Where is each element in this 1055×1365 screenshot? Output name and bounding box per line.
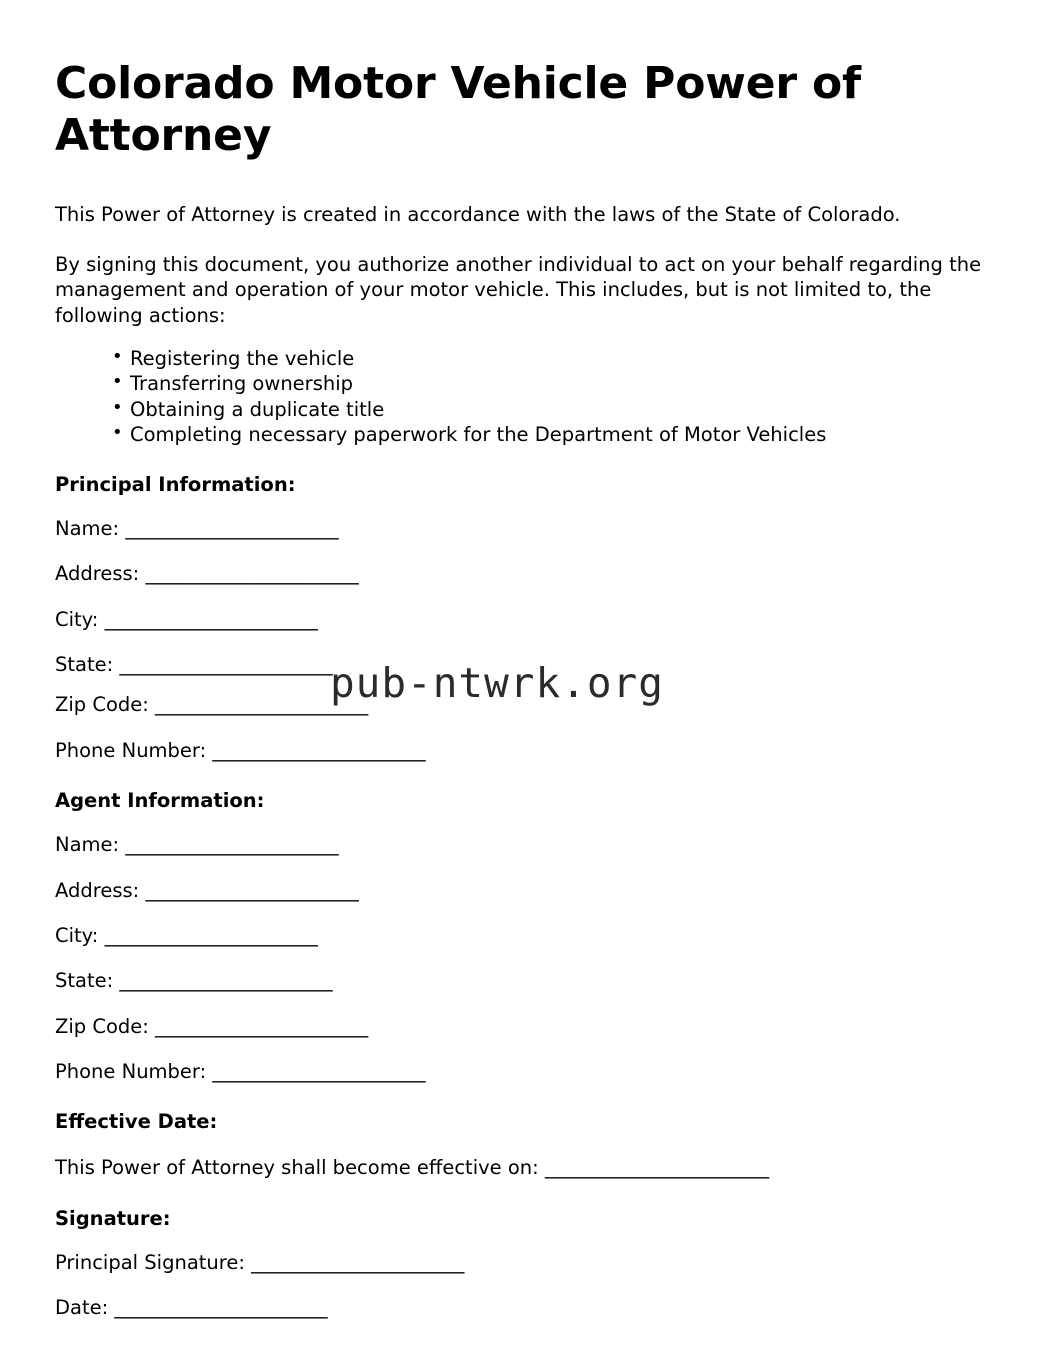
list-item: • Obtaining a duplicate title xyxy=(112,397,1000,422)
principal-name-field xyxy=(55,517,1000,541)
principal-phone-number-field xyxy=(55,739,1000,763)
field-label: Phone Number: xyxy=(55,1060,207,1083)
agent-phone-number-field xyxy=(55,1060,1000,1084)
list-item: • Transferring ownership xyxy=(112,371,1000,396)
field-label: Principal Signature: xyxy=(55,1250,245,1274)
field-blank-line[interactable]: _______________________ xyxy=(104,607,318,631)
field-label: City: xyxy=(55,607,99,631)
page-title: Colorado Motor Vehicle Power of Attorney xyxy=(55,58,861,161)
field-label: Name: xyxy=(55,516,120,540)
agent-information-heading: Agent Information: xyxy=(55,789,265,813)
field-label: Date: xyxy=(55,1296,109,1320)
signature-heading: Signature: xyxy=(55,1206,171,1230)
agent-name-field xyxy=(55,833,1000,857)
signature-date-field xyxy=(55,1296,1000,1320)
principal-zip-code-field xyxy=(55,693,1000,717)
field-label: Address: xyxy=(55,562,140,586)
field-blank-line[interactable]: _______________________ xyxy=(212,1060,426,1083)
agent-state-field xyxy=(55,969,1000,993)
field-label: Zip Code: xyxy=(55,1014,149,1038)
effective-date-statement xyxy=(55,1156,1000,1180)
field-label: Name: xyxy=(55,833,120,857)
agent-address-field xyxy=(55,879,1000,903)
field-label: Phone Number: xyxy=(55,738,207,762)
field-blank-line[interactable]: _______________________ xyxy=(125,516,339,540)
field-label: State: xyxy=(55,653,114,676)
lead-paragraph: This Power of Attorney is created in accordance with the laws of the State of Colorado. xyxy=(55,202,901,226)
principal-city-field xyxy=(55,608,1000,632)
field-blank-line[interactable]: _______________________ xyxy=(119,653,333,676)
field-blank-line[interactable]: _______________________ xyxy=(104,923,318,947)
field-blank-line[interactable]: _______________________ xyxy=(212,738,426,762)
field-blank-line[interactable]: _______________________ xyxy=(125,833,339,857)
field-label: State: xyxy=(55,969,114,993)
watermark-text: pub-ntwrk.org xyxy=(330,659,664,707)
list-item: • Registering the vehicle xyxy=(112,346,1000,371)
principal-state-field xyxy=(55,653,1000,677)
statement-label: This Power of Attorney shall become effective on: xyxy=(55,1156,539,1180)
agent-zip-code-field xyxy=(55,1015,1000,1039)
field-blank-line[interactable]: _______________________ xyxy=(119,969,333,993)
effective-date-blank-line[interactable]: _______________________ xyxy=(544,1156,770,1180)
field-blank-line[interactable]: _______________________ xyxy=(114,1296,328,1320)
field-label: City: xyxy=(55,923,99,947)
authorized-actions-list xyxy=(55,346,1000,447)
agent-city-field xyxy=(55,924,1000,948)
field-label: Address: xyxy=(55,878,140,902)
effective-date-heading: Effective Date: xyxy=(55,1110,218,1134)
principal-signature-field xyxy=(55,1251,1000,1275)
list-item: • Completing necessary paperwork for the Department of Motor Vehicles xyxy=(112,422,1000,447)
field-label: Zip Code: xyxy=(55,693,149,717)
field-blank-line[interactable]: _______________________ xyxy=(155,693,368,717)
field-blank-line[interactable]: _______________________ xyxy=(251,1250,464,1274)
field-blank-line[interactable]: _______________________ xyxy=(145,878,359,902)
field-blank-line[interactable]: _______________________ xyxy=(155,1014,368,1038)
principal-address-field xyxy=(55,562,1000,586)
field-blank-line[interactable]: _______________________ xyxy=(145,562,359,586)
principal-information-heading: Principal Information: xyxy=(55,472,296,496)
body-paragraph: By signing this document, you authorize another individual to act on your behalf regarding the management and operation of your motor vehicle. This includes, but is not limited to, the following actions: xyxy=(55,252,982,327)
